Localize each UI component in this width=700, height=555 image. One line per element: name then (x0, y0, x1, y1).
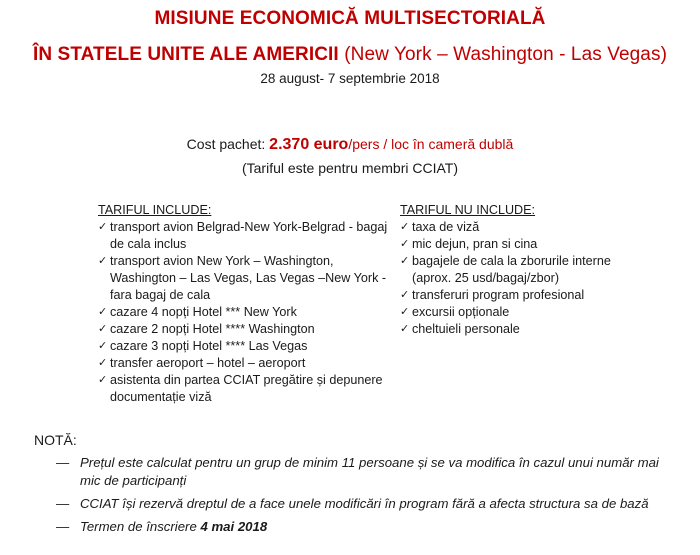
note-item (56, 495, 676, 513)
includes-item (98, 219, 388, 253)
includes-item (98, 304, 388, 321)
excludes-list (400, 219, 650, 338)
check-icon: ✓ (98, 374, 108, 386)
note-text: CCIAT își rezervă dreptul de a face unele modificări în program fără a afecta structura sa de bază (80, 496, 649, 511)
check-icon: ✓ (98, 357, 108, 369)
package-cost (0, 136, 700, 154)
includes-item-text: transfer aeroport – hotel – aeroport (110, 356, 306, 370)
excludes-item (400, 321, 650, 338)
notes-title: NOTĂ: (34, 432, 77, 448)
includes-item (98, 321, 388, 338)
excludes-item (400, 304, 650, 321)
includes-item-text: transport avion Belgrad-New York-Belgrad - bagaj de cala inclus (110, 220, 388, 251)
excludes-item-text: transferuri program profesional (412, 288, 585, 302)
excludes-item-text: excursii opționale (412, 305, 510, 319)
check-icon: ✓ (400, 323, 410, 335)
tariff-note: (Tariful este pentru membri CCIAT) (241, 160, 458, 176)
check-icon: ✓ (400, 306, 410, 318)
check-icon: ✓ (98, 323, 108, 335)
excludes-heading: TARIFUL NU INCLUDE: (400, 203, 536, 217)
dash-bullet: — (56, 455, 70, 470)
dash-bullet: — (56, 519, 70, 534)
includes-item-text: cazare 4 nopți Hotel *** New York (110, 305, 297, 319)
excludes-item (400, 236, 650, 253)
check-icon: ✓ (400, 289, 410, 301)
note-item (56, 518, 676, 536)
document-title: MISIUNE ECONOMICĂ MULTISECTORIALĂ (154, 8, 546, 29)
note-text: Termen de înscriere (80, 519, 201, 534)
note-text: Prețul este calculat pentru un grup de minim 11 persoane și se va modifica în cazul unui număr mai mic de participanți (80, 455, 659, 488)
document-subtitle (0, 44, 700, 66)
check-icon: ✓ (400, 255, 410, 267)
check-icon: ✓ (98, 255, 108, 267)
notes-list (56, 454, 676, 541)
excludes-item-text: bagajele de cala la zborurile interne (aprox. 25 usd/bagaj/zbor) (412, 254, 611, 285)
check-icon: ✓ (98, 340, 108, 352)
includes-section (98, 202, 388, 406)
check-icon: ✓ (400, 238, 410, 250)
excludes-item-text: taxa de viză (412, 220, 480, 234)
includes-heading: TARIFUL INCLUDE: (98, 203, 212, 217)
includes-item-text: cazare 3 nopți Hotel **** Las Vegas (110, 339, 308, 353)
check-icon: ✓ (400, 221, 410, 233)
excludes-item (400, 287, 650, 304)
subtitle-cities: (New York – Washington - Las Vegas) (344, 44, 668, 65)
includes-item (98, 253, 388, 304)
note-item (56, 454, 676, 490)
excludes-item-text: mic dejun, pran si cina (412, 237, 538, 251)
excludes-section (400, 202, 650, 338)
cost-unit: /pers / loc în cameră dublă (348, 136, 514, 152)
check-icon: ✓ (98, 306, 108, 318)
registration-deadline: 4 mai 2018 (200, 519, 268, 534)
cost-label: Cost pachet: (186, 136, 266, 152)
cost-price: 2.370 euro (269, 136, 349, 153)
subtitle-main: ÎN STATELE UNITE ALE AMERICII (32, 44, 339, 65)
dash-bullet: — (56, 496, 70, 511)
includes-item-text: cazare 2 nopți Hotel **** Washington (110, 322, 315, 336)
includes-item (98, 355, 388, 372)
includes-item-text: asistenta din partea CCIAT pregătire și depunere documentație viză (110, 373, 383, 404)
includes-item (98, 338, 388, 355)
includes-item-text: transport avion New York – Washington, Washington – Las Vegas, Las Vegas –New York - fara bagaj de cala (110, 254, 387, 302)
event-dates: 28 august- 7 septembrie 2018 (260, 71, 440, 86)
includes-list (98, 219, 388, 406)
excludes-item (400, 219, 650, 236)
includes-item (98, 372, 388, 406)
check-icon: ✓ (98, 221, 108, 233)
excludes-item-text: cheltuieli personale (412, 322, 520, 336)
excludes-item (400, 253, 650, 287)
